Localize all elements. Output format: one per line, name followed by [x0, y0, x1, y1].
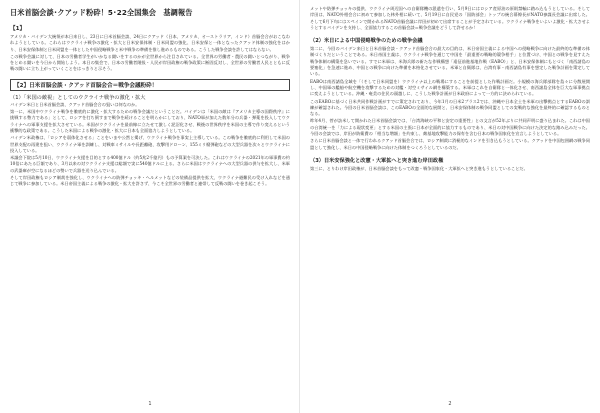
page-number-right: 2 [448, 401, 452, 407]
document-title: 日米首脳会談･クアッド粉砕！5･22全国集会 基調報告 [10, 8, 193, 17]
paragraph: アメリカ・バイデン大統領が本日来日し、23日に日米首脳会談、24日にクアッド（日本、アメリカ、オーストラリア、インド）首脳会合がおこなわれようとしている。これらはウクライナ戦争の激化・拡大と日米安保体制・日米同盟の強化、日米安保と一体となったクアッド体制の強化をはかり、日米安保体制と日米同盟を一体とした中国侵略戦争と米中戦争の準備を推し進めるものである。こうした戦争会談を許してはならない。 [10, 34, 290, 52]
paragraph: EABOは南西諸島全域を「（そして日米同盟を）ウクライナ以上の戦場にすることを前提とした作戦計画だ。小規模の海兵隊部隊を島々に分散展開し、中国軍の艦船や航空機を攻撃するための対艦・対空ミサイル網を構築する。米軍はこれを自衛隊と一体化させ、南西諸島全体を巨大な軍事拠点に変えようとしている。沖縄・奄美の住民の頭越しに、こうした戦争計画が日米政府によって一方的に決められている。 [310, 78, 590, 97]
section-2-heading: 【2】日米首脳会談・クアッド首脳会合＝戦争会議粉砕！ [10, 79, 290, 91]
paragraph: 第一に、米国中ウクライナ戦争を徹底的に激化・拡大するための戦争会議だということだ。バイデンは「米国の敵は『アメリカ主導の国際秩序』に挑戦する勢力である」として、ロシアを打ち倒すまで戦争を続けることを明らかにしており、NATO軍が加えた数年分の兵器・弾薬を投入してウクライナへの軍事支援を拡大させている。米国がウクライナを最前線に立たせて激しく泥沼化させ、戦後の世界秩序を米国の主導で作り変えるという衝撃的な政策である。こうした米国による戦争の激化・拡大に日本も全面協力しようとしている。 [10, 109, 290, 133]
subsection-1-heading: （1）「米国の敵視」としてのウクライナ戦争の激化・拡大 [10, 94, 146, 101]
right-page [300, 0, 600, 413]
paragraph: メットや防弾チョッキの提供、ウクライナ周辺国への自衛隊機の派遣を行い、5月9日にはロシア産原油の原則禁輸に踏み込もうとしている。そして岸田は、NATO外相会合に初めて参加した林外相に続いて、5月19日に自民党の「国防部会」トップの統合幕僚長がNATO参謀長会議に出席した。そして6月下旬にはスペインで開かれるNATO首脳会議に岸田が初めて出席することが予定されている。ウクライナ戦争をいよいよ激化・拡大させようとするバイデンを支持し、全面協力するこの首脳会談＝戦争会議をどうして許せるか！ [310, 6, 590, 30]
paragraph: このEABOに基づく日米共同作戦計画がすでに策定されており、今年1月の日米2プラス2では、沖縄や日本全土を米軍の出撃拠点とするEABOの訓練が確認された。今回の日米首脳会談は、このEABOの全面的な展開と、日米安保体制の戦争同盟としての実戦的な強化を最終的に確認するものとなる。 [310, 98, 590, 117]
paragraph: 第三に、とりわけ岸田政権が、日米首脳会談をもって改憲・戦争国家化・大軍拡へと突き進もうとしていることだ。 [310, 165, 528, 171]
subsection-3-heading: （3）日米安保強化と改憲・大軍拡へと突き進む岸田政権 [310, 157, 444, 164]
section-1-heading: 【1】 [10, 26, 26, 32]
page-number-left: 1 [148, 401, 152, 407]
paragraph: 昨年4月、菅が訪米して開かれた日米首脳会談では、「台湾海峡の平和と安定の重要性」との文言が52年ぶりに共同声明に盛り込まれた。これは中国の台湾統一を「力による現状変更」とする米国の主張に日本が全面的に協力するものであり、米日の対中国戦争に向けた決定的な踏み込みだった。今回の会談では、岸田が防衛費の「相当な増額」を約束し、敵基地攻撃能力の保有を含む日本の戦争国家化を宣言しようとしている。 [310, 118, 590, 137]
paragraph: そして岸田政権もロシア制裁を強化し、ウクライナへの防弾チョッキ・ヘルメットなどの装備品提供を拡大、ウクライナ避難民の受け入れなどを通じて戦争に参加している。米日帝国主義による戦争の激化・拡大を許さず、今こそ全世界の労働者と連帯して反戦の闘いを巻き起こそう。 [10, 175, 290, 187]
subsection-2-heading: （2）米日による中国侵略戦争のための戦争会議 [310, 38, 423, 45]
paragraph: バイデン米日と日米首脳会談、クアッド首脳会合の狙いは何なのか。 [10, 101, 140, 107]
paragraph: 第二に、今回のバイデン来日と日米首脳会談・クアッド首脳会合の最大の目的は、米日帝国主義による中国への侵略戦争に向けた最終的な準備の体制づくりだということである。米日帝国主義は、ウクライナ戦争を通じて中国を「最重要の戦略的競争相手」と位置づけ、中国との戦争を見すえた戦争体制の構築を急いでいる。すでに米軍は、米海兵隊の新たな作戦構想「遠征前進基地作戦（EABO）」と、日米安保体制にもとづく「南西諸島の要塞化」を急速に進め、中国との戦争に向けた準備を本格化させている。米軍と自衛隊は、台湾有事・南西諸島有事を想定した戦争計画を策定している。 [310, 46, 590, 77]
paragraph: バイデン米政権は、「ロシアを弱体化させる」ことをいまや公然と掲げ、ウクライナ戦争を事実上主導している。この戦争を徹底的に利用して米国の世界支配の再建を狙い、ウクライナ軍を訓練し、対戦車ミサイルや長距離砲、攻撃用ドローン、155ミリ榴弾砲などの大型兵器を次々とウクライナに投入している。 [10, 135, 290, 153]
paragraph: さらに日米首脳会談と一体で行われるクアッド首脳会合では、ロシア制裁に消極的なインドを引き込もうとしている。クアッドを中国包囲網の戦争同盟として強化し、米日の中国侵略戦争に向けた体制をつくろうとしているのだ。 [310, 138, 590, 150]
paragraph: この戦争会議に対して、日本の労働者学生がいかなる闘いをするのかが全世界から注目されている。全世界の労働者・農民の闘いとつながり、戦争をとめる闘いを今日から開始しよう。本日の集会で、日本の労働者階級・人民が岸田政権の戦争政策に断固反対し、全世界の労働者人民とともに反戦の闘いに立ち上がっていくことをはっきりと示そう。 [10, 53, 290, 72]
paragraph: 米議会下院は5月10日、ウクライナ支援を目的とする400億ドル（約5兆2千億円）もの予算案を可決した。これはウクライナの2021年の軍事費の約10倍にあたる巨額であり、3月以来の対ウクライナ支援は総額で実に540億ドルに上る。さらに米国はウクライナへの大型兵器の供与を拡大し、米軍の武器庫が空になるほどの勢いで兵器を送り込んでいる。 [10, 155, 290, 173]
